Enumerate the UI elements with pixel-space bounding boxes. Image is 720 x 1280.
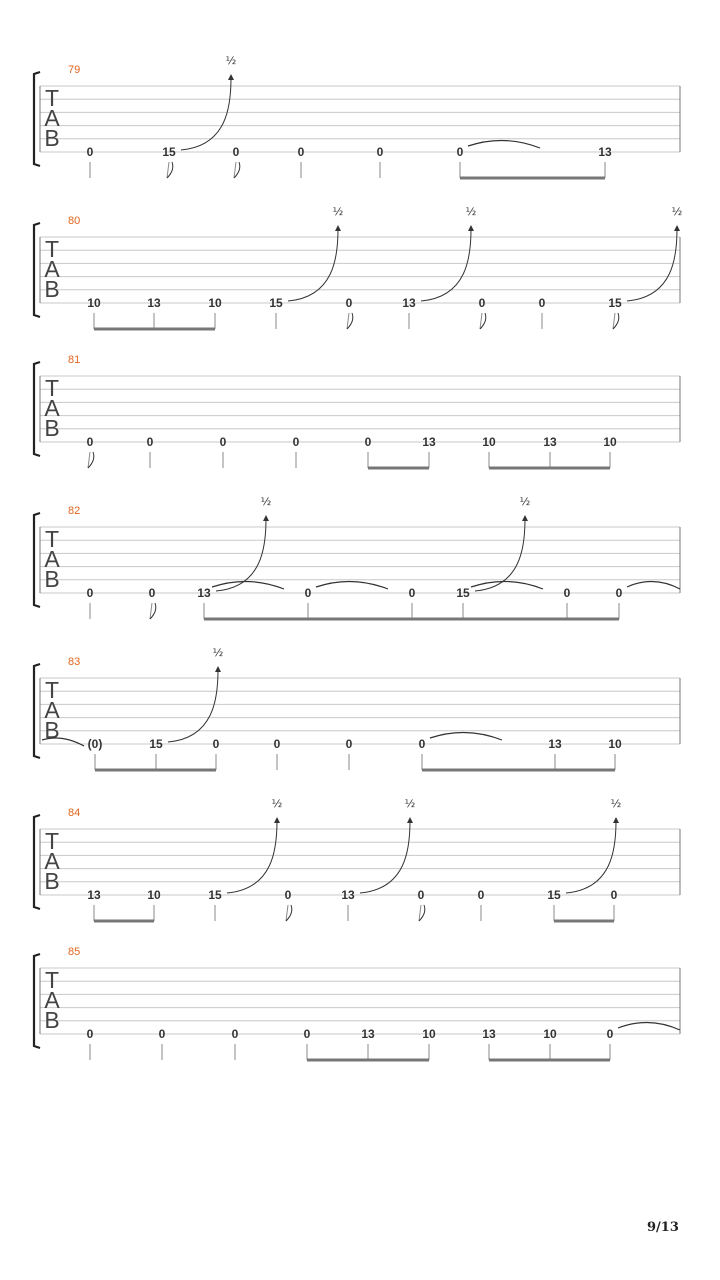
fret-number: 0 [615,586,623,600]
tab-clef-letter: B [44,415,60,441]
bend-arrow-icon [228,74,234,80]
bend-amount-label: ½ [271,797,283,810]
fret-number: (0) [87,737,103,751]
tab-clef-letter: T [44,375,60,401]
fret-number: 10 [482,435,496,449]
fret-number: 0 [364,435,372,449]
fret-number: 13 [361,1027,375,1041]
bend-amount-label: ½ [225,54,237,67]
fret-number: 13 [543,435,557,449]
tab-system [34,354,680,468]
fret-number: 0 [86,1027,94,1041]
tab-clef-letter: B [44,868,60,894]
fret-number: 13 [87,888,101,902]
measure-number: 82 [68,505,81,517]
measure-number: 85 [68,946,81,958]
fret-number: 0 [86,145,94,159]
tab-clef-letter: T [44,236,60,262]
bend-amount-label: ½ [212,646,224,659]
bend-amount-label: ½ [465,205,477,218]
fret-number: 0 [232,145,240,159]
system-bracket [34,954,40,1048]
tab-clef-letter: B [44,566,60,592]
tab-system [34,54,680,178]
fret-number: 10 [208,296,222,310]
fret-number: 0 [478,296,486,310]
fret-number: 15 [547,888,561,902]
tab-system [34,495,680,619]
tie-arc [212,581,284,589]
tab-clef-letter: T [44,85,60,111]
tab-clef-letter: T [44,526,60,552]
bend-amount-label: ½ [260,495,272,508]
tab-system [34,797,680,921]
fret-number: 0 [273,737,281,751]
fret-number: 13 [402,296,416,310]
bend-arrow-icon [215,666,221,672]
fret-number: 0 [146,435,154,449]
bend-arrow-icon [335,225,341,231]
bend-amount-label: ½ [671,205,683,218]
tab-clef-letter: A [44,987,60,1013]
tab-clef-letter: A [44,546,60,572]
bend-arrow-icon [674,225,680,231]
bend-amount-label: ½ [610,797,622,810]
fret-number: 15 [608,296,622,310]
system-bracket [34,815,40,909]
tie-arc [618,1022,680,1030]
fret-number: 10 [87,296,101,310]
fret-number: 13 [482,1027,496,1041]
tab-clef-letter: T [44,967,60,993]
fret-number: 0 [345,737,353,751]
tie-arc [471,581,543,589]
fret-number: 15 [162,145,176,159]
fret-number: 0 [292,435,300,449]
fret-number: 13 [197,586,211,600]
measure-number: 84 [68,807,81,819]
measure-number: 83 [68,656,81,668]
tab-system [34,205,682,329]
bend-arrow-icon [407,817,413,823]
fret-number: 13 [598,145,612,159]
page-number: 9/13 [647,1220,679,1235]
system-bracket [34,72,40,166]
tab-clef-letter: A [44,848,60,874]
tab-clef-letter: A [44,105,60,131]
fret-number: 0 [86,435,94,449]
bend-amount-label: ½ [519,495,531,508]
tab-clef-letter: A [44,395,60,421]
fret-number: 10 [543,1027,557,1041]
system-bracket [34,223,40,317]
fret-number: 0 [297,145,305,159]
fret-number: 0 [538,296,546,310]
fret-number: 10 [608,737,622,751]
tab-clef-letter: T [44,677,60,703]
fret-number: 13 [548,737,562,751]
bend-amount-label: ½ [404,797,416,810]
bend-amount-label: ½ [332,205,344,218]
fret-number: 13 [147,296,161,310]
fret-number: 0 [212,737,220,751]
measure-number: 81 [68,354,81,366]
fret-number: 0 [417,888,425,902]
fret-number: 15 [456,586,470,600]
bend-arrow-icon [274,817,280,823]
fret-number: 0 [456,145,464,159]
system-bracket [34,362,40,456]
fret-number: 0 [345,296,353,310]
fret-number: 0 [303,1027,311,1041]
fret-number: 13 [341,888,355,902]
fret-number: 0 [148,586,156,600]
fret-number: 0 [284,888,292,902]
tab-clef-letter: A [44,697,60,723]
tab-clef-letter: T [44,828,60,854]
tab-clef-letter: B [44,125,60,151]
fret-number: 0 [563,586,571,600]
system-bracket [34,664,40,758]
fret-number: 15 [269,296,283,310]
measure-number: 80 [68,215,81,227]
fret-number: 0 [477,888,485,902]
fret-number: 0 [408,586,416,600]
fret-number: 0 [158,1027,166,1041]
fret-number: 0 [219,435,227,449]
tie-arc [627,581,680,589]
fret-number: 0 [304,586,312,600]
tab-system [34,946,680,1060]
fret-number: 15 [208,888,222,902]
tie-arc [430,732,502,740]
tab-clef-letter: B [44,717,60,743]
tab-system [34,646,680,770]
bend-arrow-icon [522,515,528,521]
tab-clef-letter: B [44,276,60,302]
fret-number: 10 [147,888,161,902]
tab-clef-letter: A [44,256,60,282]
fret-number: 0 [231,1027,239,1041]
bend-arrow-icon [263,515,269,521]
fret-number: 0 [376,145,384,159]
bend-arrow-icon [468,225,474,231]
fret-number: 0 [606,1027,614,1041]
tab-clef-letter: B [44,1007,60,1033]
fret-number: 0 [610,888,618,902]
tie-arc [468,140,540,148]
measure-number: 79 [68,64,81,76]
tie-arc [316,581,388,589]
bend-arrow-icon [613,817,619,823]
fret-number: 0 [418,737,426,751]
system-bracket [34,513,40,607]
fret-number: 13 [422,435,436,449]
fret-number: 10 [603,435,617,449]
fret-number: 10 [422,1027,436,1041]
fret-number: 15 [149,737,163,751]
fret-number: 0 [86,586,94,600]
